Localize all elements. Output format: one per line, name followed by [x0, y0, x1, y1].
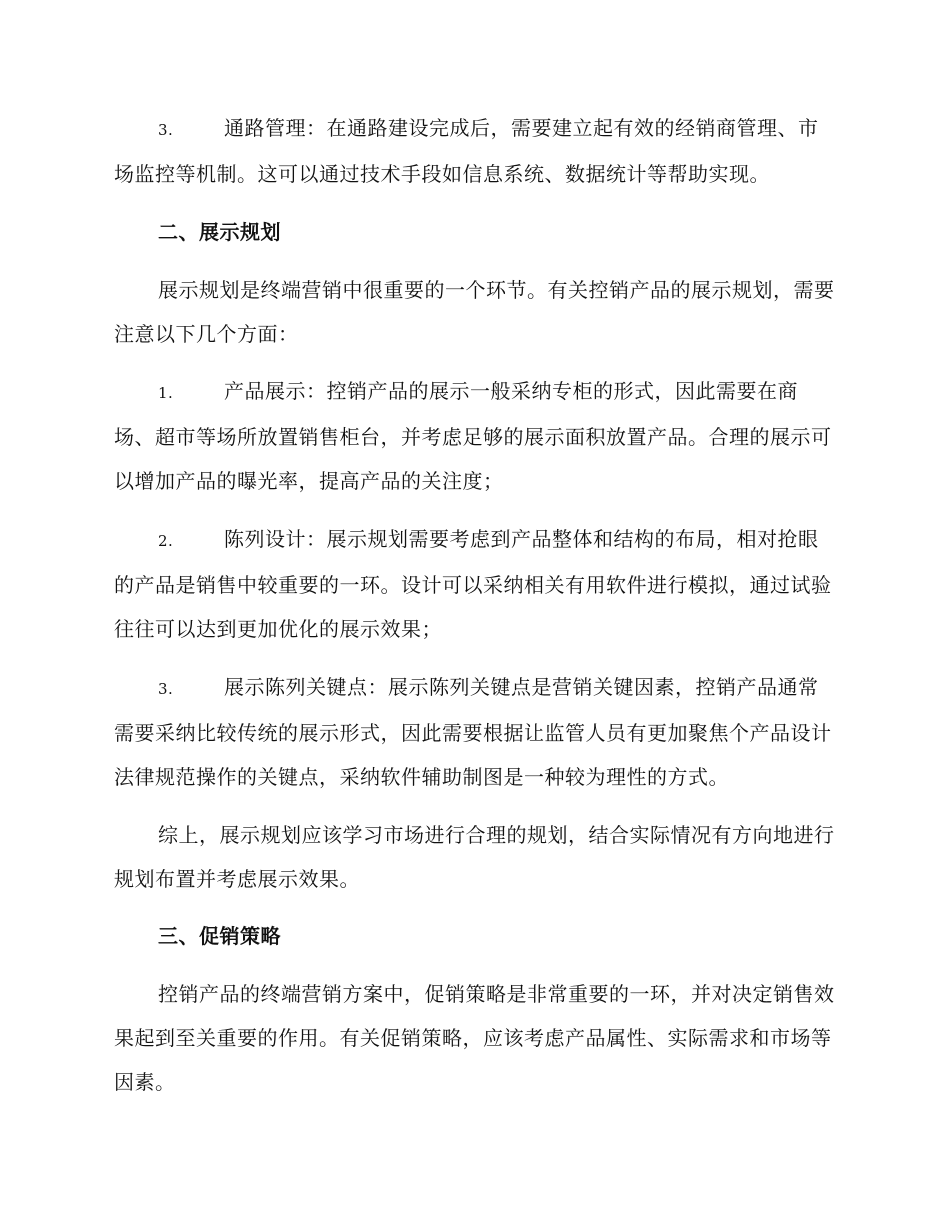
section-heading-promotion-strategy: 三、促销策略	[158, 924, 281, 948]
list-item-text: 展示陈列关键点：展示陈列关键点是营销关键因素，控销产品通常需要采纳比较传统的展示形式，因此需要根据让监管人员有更加聚焦个产品设计法律规范操作的关键点，采纳软件辅助制图是一种较为理性的方式。	[114, 675, 832, 789]
section-heading-display-planning: 二、展示规划	[158, 220, 281, 244]
list-item-channel-management	[114, 106, 836, 196]
list-item-number: 1.	[158, 384, 174, 402]
list-item-number: 2.	[158, 532, 174, 550]
list-item-text: 产品展示：控销产品的展示一般采纳专柜的形式，因此需要在商场、超市等场所放置销售柜台，并考虑足够的展示面积放置产品。合理的展示可以增加产品的曝光率，提高产品的关注度；	[114, 379, 832, 493]
list-item-layout-design	[114, 517, 836, 651]
list-item-number: 3.	[158, 121, 174, 139]
paragraph-promotion-intro: 控销产品的终端营销方案中，促销策略是非常重要的一环，并对决定销售效果起到至关重要的作用。有关促销策略，应该考虑产品属性、实际需求和市场等因素。	[114, 982, 835, 1094]
paragraph-display-summary: 综上，展示规划应该学习市场进行合理的规划，结合实际情况有方向地进行规划布置并考虑展示效果。	[114, 823, 835, 891]
paragraph-display-intro: 展示规划是终端营销中很重要的一个环节。有关控销产品的展示规划，需要注意以下几个方面：	[114, 278, 835, 346]
list-item-text: 陈列设计：展示规划需要考虑到产品整体和结构的布局，相对抢眼的产品是销售中较重要的一环。设计可以采纳相关有用软件进行模拟，通过试验往往可以达到更加优化的展示效果；	[114, 527, 832, 641]
list-item-display-key-points	[114, 665, 836, 799]
list-item-product-display	[114, 369, 836, 503]
list-item-text: 通路管理：在通路建设完成后，需要建立起有效的经销商管理、市场监控等机制。这可以通过技术手段如信息系统、数据统计等帮助实现。	[114, 116, 819, 186]
list-item-number: 3.	[158, 680, 174, 698]
